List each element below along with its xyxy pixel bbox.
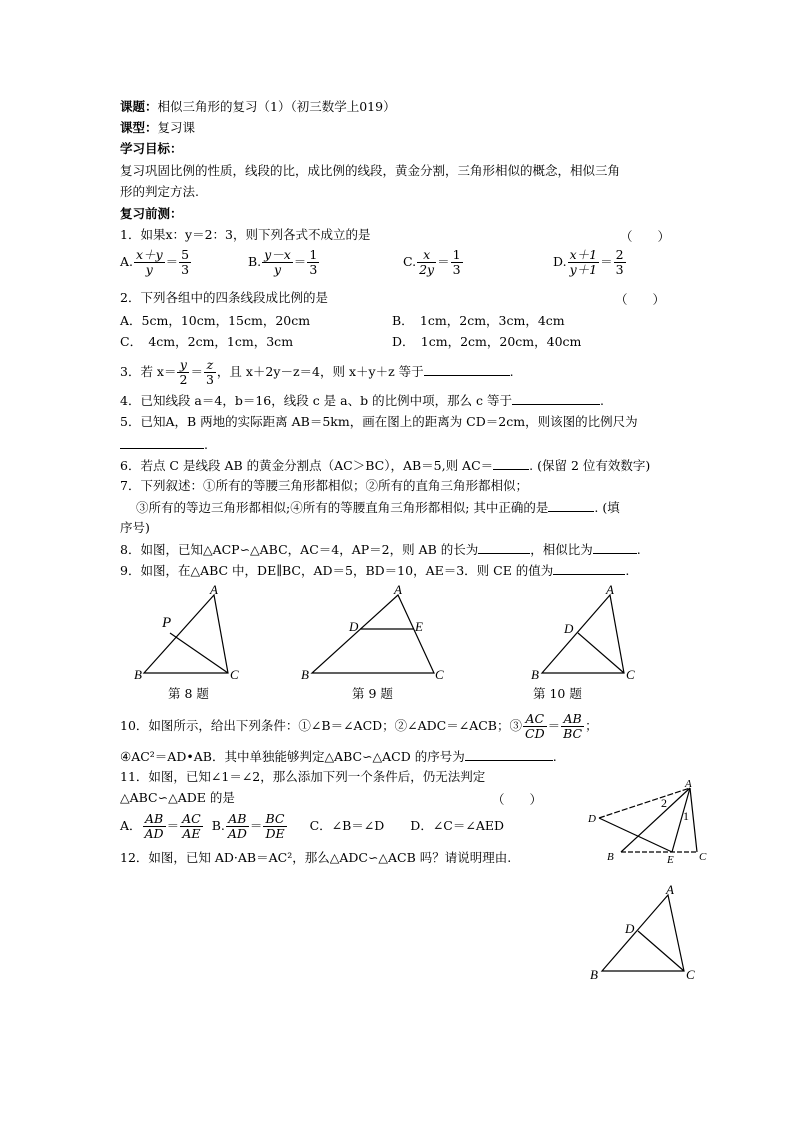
q1-option-d: D. $\frac{x+1}{y+1}$ ＝ $\frac{2}{3}$ (553, 247, 624, 277)
q2-paren: （ ） (615, 292, 666, 307)
f10-label-c: C (626, 667, 635, 682)
q11-line-2: △ABC∽△ADE 的是 (120, 790, 235, 805)
f12-label-a: A (666, 882, 674, 897)
q6-line: 6．若点 C 是线段 AB 的黄金分割点（AC＞BC），AB＝5,则 AC＝ . (保留 2 位有效数字) (120, 458, 651, 473)
f9-label-e: E (415, 619, 423, 634)
type-line: 课型：复习课 (120, 120, 196, 135)
f9-label-b: B (301, 667, 309, 682)
f9-label-a: A (394, 582, 402, 597)
f11-label-c: C (699, 851, 707, 863)
q1-stem: 1．如果x：y＝2：3，则下列各式不成立的是 (120, 227, 371, 242)
pretest-heading: 复习前测： (120, 206, 183, 221)
q3-line: 3．若 x＝ $\frac{y}{2}$ ＝ $\frac{z}{3}$ ，且 x＋2y－z＝4，则 x＋y＋z 等于 . (120, 357, 514, 387)
q8-line: 8．如图，已知△ACP∽△ABC，AC＝4，AP＝2，则 AB 的长为 ，相似比为 . (120, 542, 641, 557)
f8-label-a: A (210, 582, 218, 597)
q1-option-a: A. $\frac{x+y}{y}$ ＝ $\frac{5}{3}$ (120, 247, 190, 277)
f10-label-b: B (531, 667, 539, 682)
f12-label-b: B (590, 967, 598, 982)
f11-label-a: A (685, 778, 692, 790)
q2-option-a: A．5cm，10cm，15cm，20cm (120, 313, 311, 328)
q5-line: 5．已知A，B 两地的实际距离 AB＝5km，画在图上的距离为 CD＝2cm，则该图的比例尺为 (120, 414, 638, 429)
q2-option-c: C． 4cm，2cm，1cm，3cm (120, 334, 294, 349)
f8-label-c: C (230, 667, 239, 682)
goal-text-2: 形的判定方法. (120, 184, 199, 199)
figure-10-caption: 第 10 题 (533, 686, 582, 701)
f11-label-e: E (667, 854, 674, 866)
q12-line: 12．如图，已知 AD·AB＝AC²，那么△ADC∽△ACB 吗？请说明理由. (120, 850, 512, 865)
q10-line-1: 10．如图所示，给出下列条件：①∠B＝∠ACD；②∠ADC＝∠ACB；③ $\frac{AC}{CD}$ ＝ $\frac{AB}{BC}$ ； (120, 711, 598, 741)
q11-options: A． $\frac{AB}{AD}$ ＝ $\frac{AC}{AE}$ B. $\frac{AB}{AD}$ ＝ $\frac{BC}{DE}$ C．∠B＝∠D D．∠C＝∠AED (120, 811, 505, 841)
f9-label-d: D (349, 619, 359, 634)
f11-label-d: D (588, 813, 596, 825)
f8-label-p: P (162, 615, 172, 631)
f11-angle-2: 2 (661, 796, 667, 810)
f11-angle-1: 1 (683, 809, 689, 823)
f8-label-b: B (134, 667, 142, 682)
figure-12 (590, 882, 700, 985)
q9-line: 9．如图，在△ABC 中，DE∥BC，AD＝5，BD＝10，AE＝3．则 CE 的值为 . (120, 563, 630, 578)
q7-line-3: 序号) (120, 520, 150, 535)
q7-line-1: 7．下列叙述：①所有的等腰三角形都相似；②所有的直角三角形都相似； (120, 478, 528, 493)
q7-line-2: ③所有的等边三角形都相似;④所有的等腰直角三角形都相似; 其中正确的是 . (填 (136, 500, 620, 515)
figure-11 (585, 780, 715, 872)
figure-8 (130, 582, 240, 682)
goal-heading: 学习目标： (120, 141, 183, 156)
q1-option-c: C. $\frac{x}{2y}$ ＝ $\frac{1}{3}$ (403, 247, 461, 277)
figure-8-caption: 第 8 题 (168, 686, 209, 701)
q11-line-1: 11．如图，已知∠1＝∠2，那么添加下列一个条件后，仍无法判定 (120, 769, 486, 784)
q4-line: 4．已知线段 a＝4，b＝16，线段 c 是 a、b 的比例中项，那么 c 等于 . (120, 393, 605, 408)
f9-label-c: C (435, 667, 444, 682)
q10-line-2: ④AC²＝AD•AB．其中单独能够判定△ABC∽△ACD 的序号为 . (120, 749, 557, 764)
q1-option-b: B. $\frac{y-x}{y}$ ＝ $\frac{1}{3}$ (248, 247, 318, 277)
q2-option-d: D． 1cm，2cm，20cm，40cm (392, 334, 582, 349)
title-line: 课题：相似三角形的复习（1）（初三数学上019） (120, 99, 396, 114)
goal-text-1: 复习巩固比例的性质，线段的比，成比例的线段，黄金分割，三角形相似的概念，相似三角 (120, 163, 621, 178)
q1-paren: （ ） (620, 229, 671, 244)
f12-label-d: D (625, 921, 635, 936)
f10-label-a: A (606, 582, 614, 597)
q5-answer: . (120, 436, 208, 453)
figure-9 (298, 582, 448, 682)
figure-10 (528, 582, 638, 682)
q11-paren: （ ） (492, 792, 543, 807)
figure-9-caption: 第 9 题 (352, 686, 393, 701)
f10-label-d: D (564, 621, 574, 636)
q2-option-b: B． 1cm，2cm，3cm，4cm (392, 313, 565, 328)
q2-stem: 2．下列各组中的四条线段成比例的是 (120, 290, 328, 305)
f11-label-b: B (607, 851, 614, 863)
f12-label-c: C (686, 967, 695, 982)
